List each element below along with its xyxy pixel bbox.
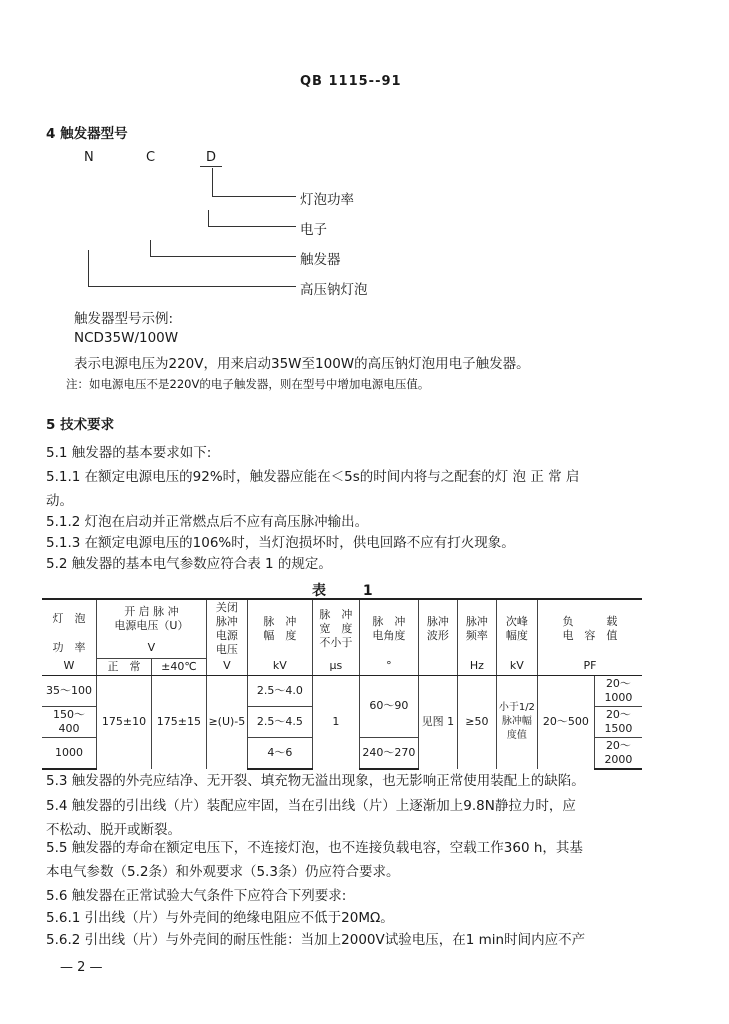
th-temp: ±40℃ (151, 658, 206, 675)
cell-power-1: 35～100 (42, 675, 97, 706)
th-frequency: 脉冲 频率 (457, 599, 496, 658)
branch-line-lamp (88, 250, 89, 286)
cell-amp-1: 2.5～4.0 (247, 675, 312, 706)
cell-power-3: 1000 (42, 737, 97, 769)
branch-line-electronic (208, 210, 209, 226)
section-5-title: 5 技术要求 (46, 417, 115, 433)
para-5-1-1-cont: 动。 (46, 493, 73, 509)
th-phase: 脉 冲 电角度 (359, 599, 418, 658)
cell-normal-voltage: 175±10 (97, 675, 152, 769)
para-5-3: 5.3 触发器的外壳应结净、无开裂、填充物无溢出现象，也无影响正常使用装配上的缺陷。 (46, 773, 585, 789)
th-load-unit: PF (537, 658, 642, 675)
label-lamp-power: 灯泡功率 (300, 192, 354, 208)
branch-line-trigger (150, 240, 151, 256)
cell-power-2: 150～400 (42, 706, 97, 737)
example-code: NCD35W/100W (74, 330, 179, 346)
document-header: QB 1115--91 (300, 74, 402, 89)
label-electronic: 电子 (300, 222, 327, 238)
cell-shutoff-voltage: ≥(U)-5 (206, 675, 247, 769)
cell-amp-2: 2.5～4.5 (247, 706, 312, 737)
cell-phase-1: 60～90 (359, 675, 418, 737)
th-amplitude-unit: kV (247, 658, 312, 675)
para-5-1-3: 5.1.3 在额定电源电压的106%时，当灯泡损坏时，供电回路不应有打火现象。 (46, 535, 515, 551)
th-width: 脉 冲 宽 度 不小于 (312, 599, 359, 658)
cell-temp-voltage: 175±15 (151, 675, 206, 769)
th-phase-unit: ° (359, 658, 418, 675)
para-5-4-cont: 不松动、脱开或断裂。 (46, 822, 181, 838)
th-width-unit: μs (312, 658, 359, 675)
cell-load-1: 20～1000 (594, 675, 642, 706)
branch-line-trigger-h (150, 256, 296, 257)
th-lamp-unit: W (42, 658, 97, 675)
th-load: 负 载 电 容 值 (537, 599, 642, 658)
para-5-2: 5.2 触发器的基本电气参数应符合表 1 的规定。 (46, 556, 332, 572)
label-sodium-lamp: 高压钠灯泡 (300, 282, 368, 298)
th-voltage-unit: V (97, 638, 207, 659)
para-5-6: 5.6 触发器在正常试验大气条件下应符合下列要求: (46, 888, 347, 904)
example-title: 触发器型号示例: (74, 311, 174, 327)
para-5-5-cont: 本电气参数（5.2条）和外观要求（5.3条）仍应符合要求。 (46, 864, 400, 880)
cell-width: 1 (312, 675, 359, 769)
para-5-1-2: 5.1.2 灯泡在启动并正常燃点后不应有高压脉冲输出。 (46, 514, 369, 530)
para-5-1-1: 5.1.1 在额定电源电压的92%时，触发器应能在＜5s的时间内将与之配套的灯 泡 正 常 启 (46, 469, 580, 485)
th-second-unit: kV (496, 658, 537, 675)
code-letter-c: C (146, 150, 156, 165)
th-amplitude: 脉 冲 幅 度 (247, 599, 312, 658)
th-shutoff-unit: V (206, 658, 247, 675)
th-second-peak: 次峰 幅度 (496, 599, 537, 658)
branch-line-lamp-h (88, 286, 296, 287)
para-5-6-1: 5.6.1 引出线（片）与外壳间的绝缘电阻应不低于20MΩ。 (46, 910, 394, 926)
branch-line-power-h (212, 196, 296, 197)
para-5-5: 5.5 触发器的寿命在额定电压下，不连接灯泡，也不连接负载电容，空载工作360 h，其基 (46, 840, 583, 856)
code-letter-n: N (84, 150, 94, 165)
para-5-4: 5.4 触发器的引出线（片）装配应牢固，当在引出线（片）上逐渐加上9.8N静拉力时，应 (46, 798, 576, 814)
th-wave-empty (418, 658, 457, 675)
cell-phase-2: 240～270 (359, 737, 418, 769)
th-lamp: 灯 泡 (42, 599, 97, 638)
th-lamp-power: 功 率 (42, 638, 97, 659)
cell-load-3: 20～2000 (594, 737, 642, 769)
section-4-title: 4 触发器型号 (46, 126, 128, 142)
label-trigger: 触发器 (300, 252, 341, 268)
cell-load-main: 20～500 (537, 675, 594, 769)
example-description: 表示电源电压为220V，用来启动35W至100W的高压钠灯泡用电子触发器。 (74, 356, 530, 372)
table-1 (42, 598, 642, 770)
th-shutoff: 关闭 脉冲 电源 电压 (206, 599, 247, 658)
th-frequency-unit: Hz (457, 658, 496, 675)
th-wave: 脉冲 波形 (418, 599, 457, 658)
page-number: — 2 — (60, 960, 103, 975)
code-letter-d: D (206, 150, 217, 165)
code-underline (200, 166, 222, 167)
note: 注：如电源电压不是220V的电子触发器，则在型号中增加电源电压值。 (66, 377, 430, 391)
cell-amp-3: 4～6 (247, 737, 312, 769)
th-normal: 正 常 (97, 658, 152, 675)
branch-line-power (212, 168, 213, 196)
table-1-title: 表 1 (312, 583, 389, 599)
para-5-1: 5.1 触发器的基本要求如下: (46, 445, 212, 461)
cell-load-2: 20～1500 (594, 706, 642, 737)
para-5-6-2: 5.6.2 引出线（片）与外壳间的耐压性能：当加上2000V试验电压，在1 min时间内应不产 (46, 932, 586, 948)
branch-line-electronic-h (208, 226, 296, 227)
th-start-voltage: 开 启 脉 冲 电源电压（U） (97, 599, 207, 638)
cell-second-peak: 小于1/2脉冲幅度值 (496, 675, 537, 769)
cell-frequency: ≥50 (457, 675, 496, 769)
cell-wave: 见图 1 (418, 675, 457, 769)
